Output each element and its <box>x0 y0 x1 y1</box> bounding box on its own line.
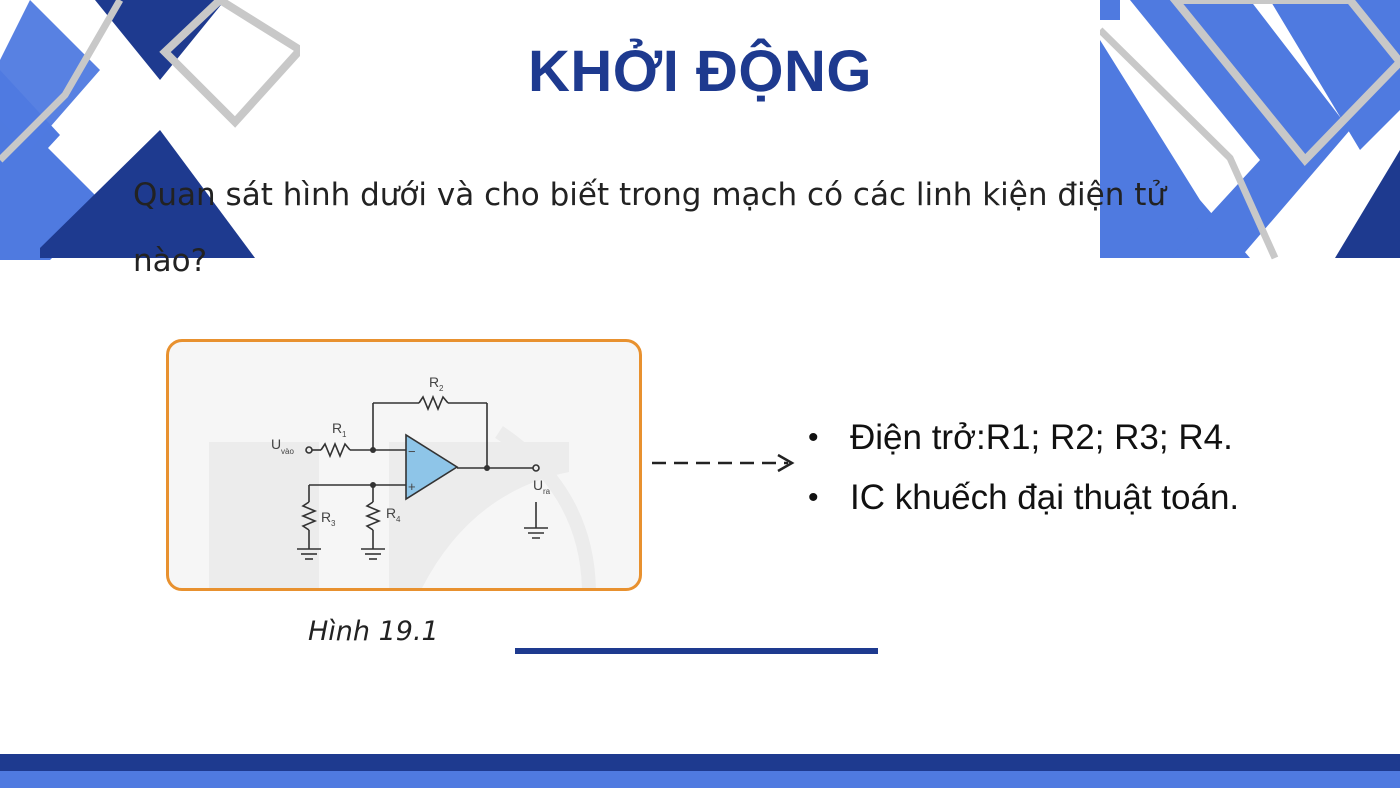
circuit-diagram <box>169 342 642 591</box>
bullet-icon: • <box>808 421 819 454</box>
label-uin: U <box>271 436 282 452</box>
accent-underline <box>515 648 878 654</box>
label-r1: R <box>332 420 343 436</box>
label-plus: + <box>408 479 416 494</box>
resistor-r2 <box>419 397 448 409</box>
label-uout: U <box>533 477 544 493</box>
label-r3-sub: 3 <box>331 519 336 528</box>
label-r4: R <box>386 505 397 521</box>
question-text: Quan sát hình dưới và cho biết trong mạch có các linh kiện điện tử nào? <box>133 177 1167 279</box>
label-uout-sub: ra <box>543 487 551 496</box>
resistor-r1 <box>321 444 350 456</box>
label-r4-sub: 4 <box>396 515 401 524</box>
label-r3: R <box>321 509 332 525</box>
resistor-r4 <box>367 502 379 530</box>
slide-title: KHỞI ĐỘNG <box>528 39 872 104</box>
dashed-arrow-icon <box>650 452 800 476</box>
answer-text: Điện trở:R1; R2; R3; R4. <box>850 418 1233 457</box>
bullet-icon: • <box>808 481 819 514</box>
label-minus: − <box>408 444 416 459</box>
circuit-figure <box>166 339 642 591</box>
answer-text: IC khuếch đại thuật toán. <box>850 478 1240 517</box>
label-r2-sub: 2 <box>439 384 444 393</box>
answer-item <box>800 468 1239 528</box>
answer-list <box>800 408 1239 528</box>
figure-caption: Hình 19.1 <box>308 616 439 647</box>
footer-band-dark <box>0 754 1400 771</box>
footer-band-light <box>0 771 1400 788</box>
answer-item <box>800 408 1239 468</box>
label-uin-sub: vào <box>281 447 294 456</box>
label-r1-sub: 1 <box>342 430 347 439</box>
label-r2: R <box>429 374 440 390</box>
